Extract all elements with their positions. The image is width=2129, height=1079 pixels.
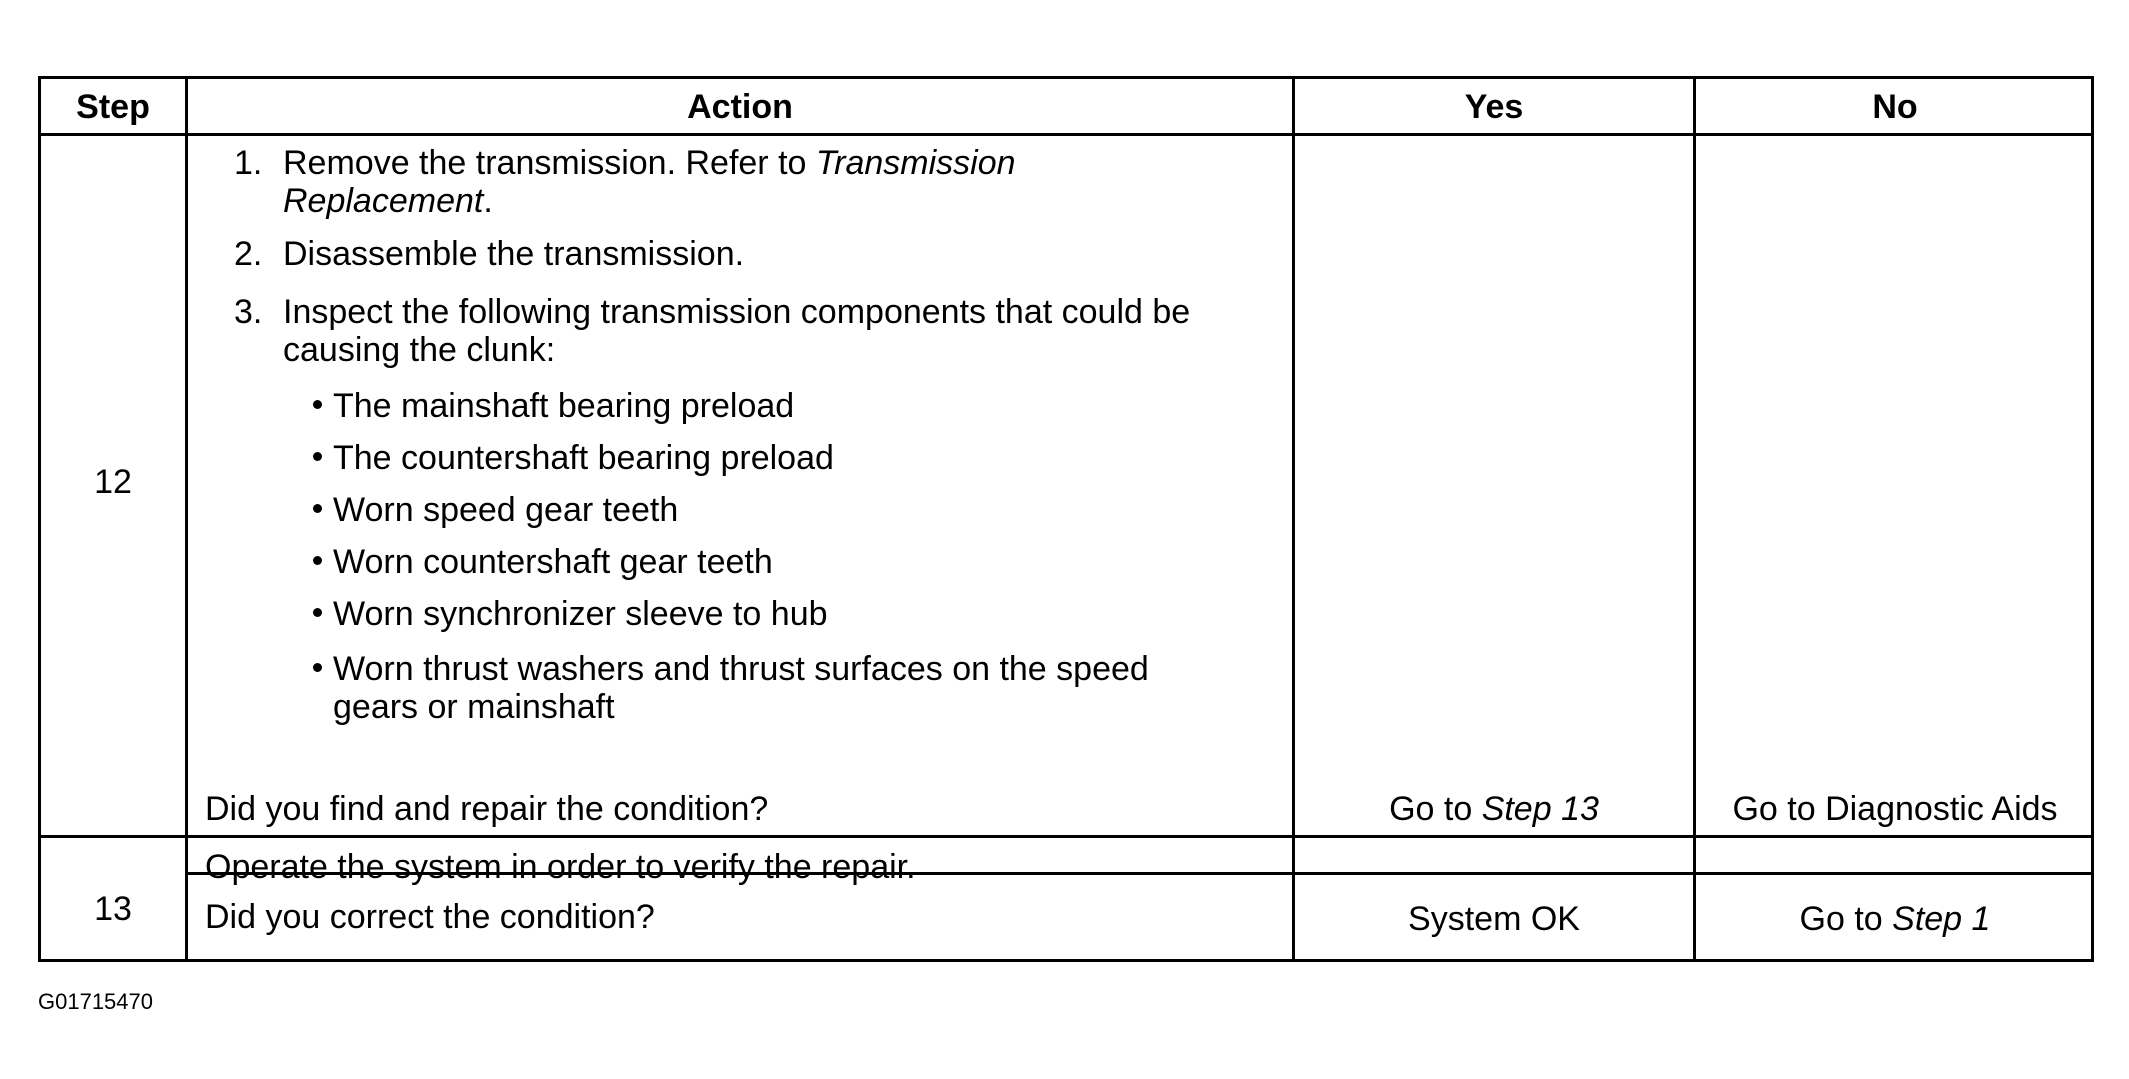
header-action: Action — [687, 87, 793, 126]
action-text: Remove the transmission. Refer to Transmission — [283, 144, 1016, 182]
bullet-icon — [313, 663, 322, 672]
header-step: Step — [76, 87, 150, 126]
figure-code: G01715470 — [38, 989, 153, 1014]
question-text: Did you find and repair the condition? — [205, 790, 769, 828]
item-number: 2. — [234, 235, 263, 273]
bullet-icon — [313, 452, 322, 461]
bullet-icon — [313, 556, 322, 565]
item-number: 3. — [234, 293, 263, 331]
column-divider — [185, 79, 188, 959]
step-number: 13 — [94, 890, 132, 928]
no-cell: Go to Step 1 — [1799, 900, 1991, 938]
bullet-icon — [313, 608, 322, 617]
header-yes: Yes — [1464, 87, 1524, 126]
list-item: Worn synchronizer sleeve to hub — [333, 595, 828, 633]
bullet-icon — [313, 400, 322, 409]
header-no: No — [1872, 87, 1918, 126]
action-text: Replacement. — [283, 182, 493, 220]
yes-cell: Go to Step 13 — [1389, 790, 1599, 828]
action-text: Disassemble the transmission. — [283, 235, 745, 273]
list-item: Worn speed gear teeth — [333, 491, 679, 529]
action-text: Operate the system in order to verify the repair. — [205, 848, 916, 886]
item-number: 1. — [234, 144, 263, 182]
bullet-icon — [313, 504, 322, 513]
action-text: Inspect the following transmission components that could be — [283, 293, 1191, 331]
step-number: 12 — [94, 463, 132, 501]
list-item: The countershaft bearing preload — [333, 439, 834, 477]
no-cell: Go to Diagnostic Aids — [1732, 790, 2058, 828]
action-text: causing the clunk: — [283, 331, 556, 369]
list-item: gears or mainshaft — [333, 688, 615, 726]
yes-cell: System OK — [1408, 900, 1580, 938]
diagnostic-table — [38, 76, 2094, 962]
list-item: Worn thrust washers and thrust surfaces on the speed — [333, 650, 1149, 688]
question-text: Did you correct the condition? — [205, 898, 655, 936]
list-item: The mainshaft bearing preload — [333, 387, 795, 425]
row-divider — [41, 835, 2091, 838]
list-item: Worn countershaft gear teeth — [333, 543, 773, 581]
